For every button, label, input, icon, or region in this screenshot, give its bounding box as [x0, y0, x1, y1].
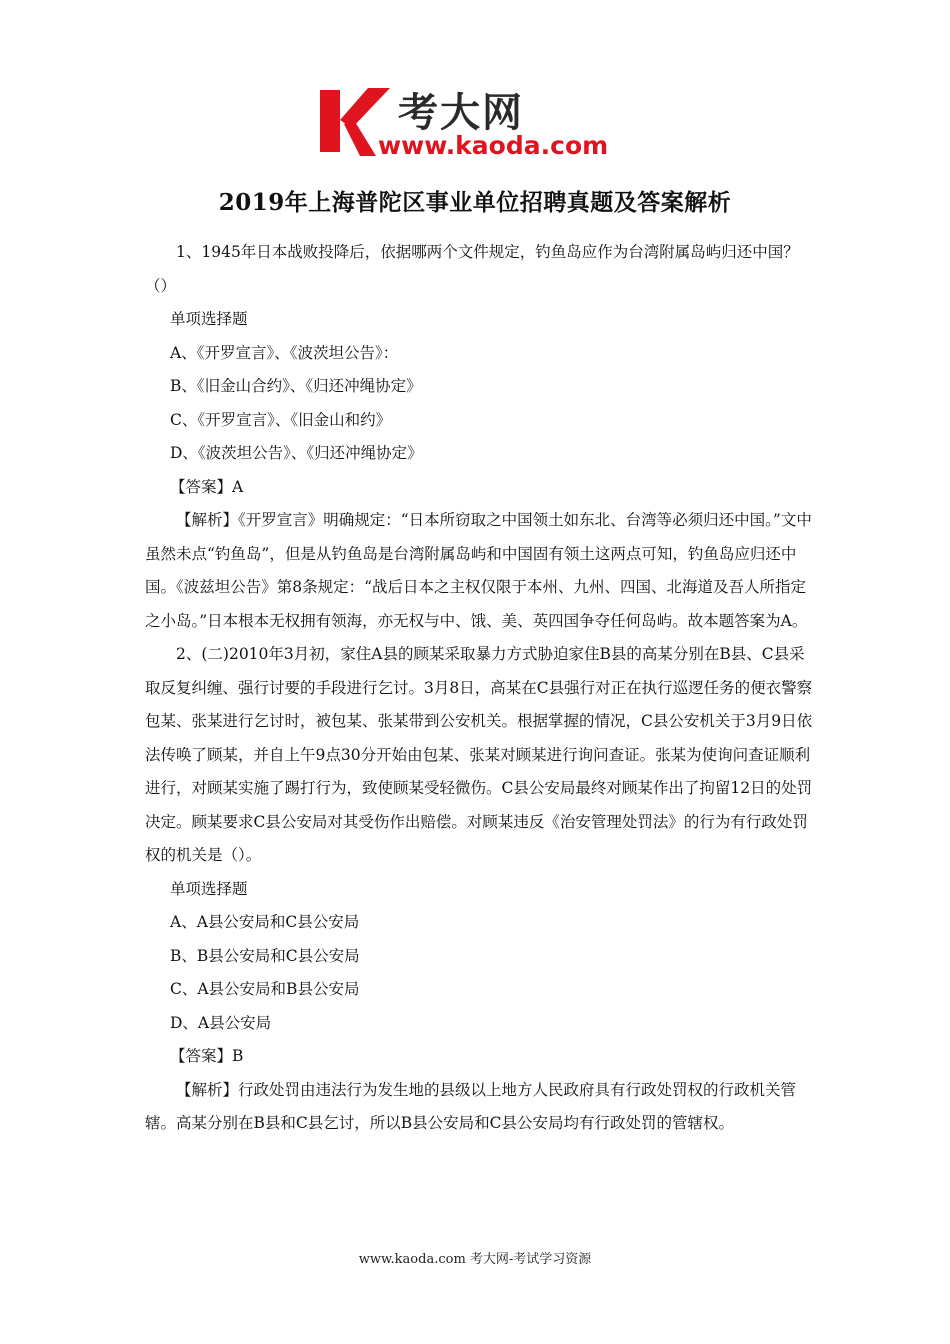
q1-type: 单项选择题: [170, 310, 248, 328]
q1-option-c: C、《开罗宣言》、《旧金山和约》: [170, 410, 392, 429]
q1-option-a: A、《开罗宣言》、《波茨坦公告》：: [170, 343, 399, 362]
page-title: 2019年上海普陀区事业单位招聘真题及答案解析: [218, 189, 732, 216]
logo-brand-cn: 考大网: [398, 90, 524, 136]
q2-option-a: A、A县公安局和C县公安局: [170, 913, 360, 931]
kaoda-logo: [318, 84, 638, 160]
page-footer: www.kaoda.com 考大网-考试学习资源: [358, 1252, 592, 1267]
q1-option-d: D、《波茨坦公告》、《归还冲绳协定》: [170, 444, 423, 462]
q2-option-d: D、A县公安局: [170, 1013, 272, 1032]
q2-answer: 【答案】B: [170, 1047, 244, 1065]
q2-stem: 2、(二)2010年3月初，家住A县的顾某采取暴力方式胁迫家住B县的高某分别在B县、C县采取反复纠缠、强行讨要的手段进行乞讨。3月8日，高某在C县强行对正在执行巡逻任务的便衣警察包某、张某进行乞讨时，被包某、张某带到公安机关。根据掌握的情况，C县公安机关于3月9日依法传唤了顾某，并自上午9点30分开始由包某、张某对顾某进行询问查证。张某为使询问查证顺利进行，对顾某实施了踢打行为，致使顾某受轻微伤。C县公安局最终对顾某作出了拘留12日的处罚决定。顾某要求C县公安局对其受伤作出赔偿。对顾某违反《治安管理处罚法》的行为有行政处罚权的机关是（）。: [145, 645, 813, 864]
q2-analysis: 【解析】行政处罚由违法行为发生地的县级以上地方人民政府具有行政处罚权的行政机关管辖。高某分别在B县和C县乞讨，所以B县公安局和C县公安局均有行政处罚的管辖权。: [145, 1080, 797, 1132]
q1-stem: 1、1945年日本战败投降后，依据哪两个文件规定，钓鱼岛应作为台湾附属岛屿归还中国？（）: [145, 243, 799, 295]
q1-analysis: 【解析】《开罗宣言》明确规定：“日本所窃取之中国领土如东北、台湾等必须归还中国。”文中虽然未点“钓鱼岛”，但是从钓鱼岛是台湾附属岛屿和中国固有领土这两点可知，钓鱼岛应归还中国。《波兹坦公告》第8条规定：“战后日本之主权仅限于本州、九州、四国、北海道及吾人所指定之小岛。”日本根本无权拥有领海，亦无权与中、饿、美、英四国争夺任何岛屿。故本题答案为A。: [145, 511, 812, 630]
q1-option-b: B、《旧金山合约》、《归还冲绳协定》: [170, 377, 422, 395]
q1-answer: 【答案】A: [170, 477, 244, 496]
q2-option-b: B、B县公安局和C县公安局: [170, 946, 360, 965]
q2-option-c: C、A县公安局和B县公安局: [170, 980, 360, 998]
logo-brand-url: www.kaoda.com: [378, 131, 609, 160]
document-body: [145, 236, 813, 1141]
q2-type: 单项选择题: [170, 879, 248, 898]
